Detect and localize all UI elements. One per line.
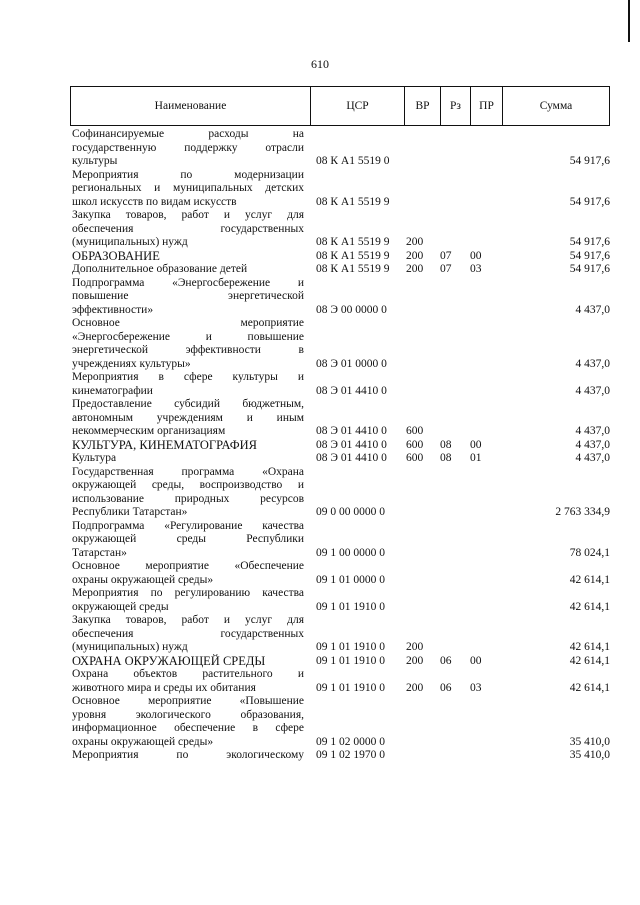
row-name-line: Предоставление субсидий бюджетным, <box>72 398 304 410</box>
header-pr: ПР <box>471 87 503 125</box>
row-name-line: Закупка товаров, работ и услуг для <box>72 209 304 221</box>
row-sum: 54 917,6 <box>569 195 610 208</box>
table-row <box>72 655 610 669</box>
row-csr: 09 1 00 0000 0 <box>316 546 385 559</box>
row-vr: 200 <box>406 263 424 275</box>
row-sum: 78 024,1 <box>569 546 610 559</box>
row-sum: 4 437,0 <box>575 452 610 464</box>
row-vr: 600 <box>406 425 424 437</box>
row-name-line: использование природных ресурсов <box>72 492 304 505</box>
row-csr: 08 К А1 5519 9 <box>316 263 390 275</box>
row-name-line: Мероприятия по экологическому <box>72 749 304 761</box>
row-rz: 08 <box>440 438 452 451</box>
row-csr: 08 Э 01 4410 0 <box>316 452 387 464</box>
row-vr: 200 <box>406 641 424 653</box>
row-name-line: (муниципальных) нужд <box>72 641 188 653</box>
row-vr: 600 <box>406 438 424 451</box>
row-name-line: Основное мероприятие «Обеспечение <box>72 560 304 572</box>
row-name <box>72 749 304 763</box>
row-name-line: животного мира и среды их обитания <box>72 681 256 694</box>
table-row <box>72 466 610 520</box>
row-name-line: энергетической эффективности в <box>72 344 304 356</box>
row-name-line: Дополнительное образование детей <box>72 263 248 275</box>
header-name: Наименование <box>71 87 311 125</box>
row-sum: 35 410,0 <box>569 735 610 748</box>
row-sum: 35 410,0 <box>569 749 610 761</box>
row-csr: 08 К А1 5519 9 <box>316 249 390 262</box>
row-sum: 4 437,0 <box>575 425 610 437</box>
row-name <box>72 560 304 587</box>
row-sum: 54 917,6 <box>569 155 610 167</box>
row-name-line: Софинансируемые расходы на <box>72 128 304 140</box>
table-row <box>72 169 610 210</box>
row-name-line: Закупка товаров, работ и услуг для <box>72 614 304 626</box>
row-name-line: Государственная программа «Охрана <box>72 465 304 478</box>
row-name-line: окружающей среды Республики <box>72 533 304 545</box>
table-row <box>72 371 610 398</box>
row-name <box>72 655 304 669</box>
table-row <box>72 695 610 749</box>
row-sum: 4 437,0 <box>575 303 610 316</box>
row-name-line: Мероприятия по регулированию качества <box>72 587 304 599</box>
row-name-line: ОБРАЗОВАНИЕ <box>72 248 160 263</box>
row-name-line: окружающей среды <box>72 600 169 613</box>
table-row <box>72 452 610 466</box>
row-name <box>72 614 304 655</box>
row-name-line: государственную поддержку отрасли <box>72 141 304 154</box>
row-sum: 4 437,0 <box>575 384 610 397</box>
row-csr: 09 1 02 1970 0 <box>316 749 385 761</box>
header-vr: ВР <box>405 87 441 125</box>
table-row <box>72 317 610 371</box>
row-name-line: Основное мероприятие «Повышение <box>72 695 304 707</box>
row-csr: 09 1 01 0000 0 <box>316 573 385 586</box>
row-csr: 09 1 01 1910 0 <box>316 600 385 613</box>
row-name <box>72 277 304 318</box>
row-name-line: «Энергосбережение и повышение <box>72 330 304 343</box>
row-csr: 08 Э 01 4410 0 <box>316 438 387 451</box>
row-name-line: уровня экологического образования, <box>72 708 304 721</box>
header-csr: ЦСР <box>311 87 405 125</box>
table-row <box>72 749 610 763</box>
row-sum: 4 437,0 <box>575 357 610 370</box>
row-name-line: культуры <box>72 155 118 167</box>
row-vr: 200 <box>406 236 424 248</box>
row-rz: 06 <box>440 681 452 694</box>
row-name <box>72 466 304 520</box>
row-name-line: Охрана объектов растительного и <box>72 668 304 680</box>
row-name <box>72 439 304 453</box>
row-csr: 08 Э 01 0000 0 <box>316 357 387 370</box>
row-name-line: Мероприятия в сфере культуры и <box>72 371 304 383</box>
row-name <box>72 263 304 277</box>
row-csr: 08 К А1 5519 9 <box>316 236 390 248</box>
row-sum: 42 614,1 <box>569 600 610 613</box>
row-pr: 00 <box>470 654 482 667</box>
row-name-line: школ искусств по видам искусств <box>72 195 237 208</box>
row-pr: 03 <box>470 681 482 694</box>
row-name-line: кинематографии <box>72 384 153 397</box>
row-name-line: обеспечения государственных <box>72 222 304 235</box>
row-name-line: некоммерческим организациям <box>72 425 226 437</box>
row-name-line: Республики Татарстан» <box>72 506 188 518</box>
row-name <box>72 250 304 264</box>
row-name-line: окружающей среды, воспроизводство и <box>72 479 304 491</box>
row-sum: 54 917,6 <box>569 249 610 262</box>
row-rz: 06 <box>440 654 452 667</box>
row-name <box>72 587 304 614</box>
row-name <box>72 209 304 250</box>
table-row <box>72 520 610 561</box>
row-name-line: информационное обеспечение в сфере <box>72 722 304 734</box>
row-sum: 54 917,6 <box>569 236 610 248</box>
row-rz: 08 <box>440 452 452 464</box>
row-csr: 08 Э 00 0000 0 <box>316 303 387 316</box>
row-name <box>72 371 304 398</box>
row-vr: 200 <box>406 654 424 667</box>
row-name-line: учреждениях культуры» <box>72 357 191 370</box>
row-name-line: автономным учреждениям и иным <box>72 411 304 424</box>
row-name <box>72 128 304 169</box>
budget-table-body <box>72 128 610 763</box>
row-name <box>72 695 304 749</box>
row-name-line: Основное мероприятие <box>72 317 304 329</box>
row-vr: 600 <box>406 452 424 464</box>
row-name <box>72 668 304 695</box>
header-rz: Рз <box>441 87 471 125</box>
row-sum: 42 614,1 <box>569 681 610 694</box>
row-pr: 00 <box>470 249 482 262</box>
table-row <box>72 560 610 587</box>
row-pr: 03 <box>470 263 482 275</box>
row-name-line: КУЛЬТУРА, КИНЕМАТОГРАФИЯ <box>72 437 257 452</box>
row-name <box>72 317 304 371</box>
row-vr: 200 <box>406 681 424 694</box>
row-name-line: Татарстан» <box>72 546 127 559</box>
row-name-line: ОХРАНА ОКРУЖАЮЩЕЙ СРЕДЫ <box>72 653 266 668</box>
row-name <box>72 398 304 439</box>
page-edge-line <box>628 0 630 42</box>
row-sum: 4 437,0 <box>575 438 610 451</box>
row-sum: 2 763 334,9 <box>555 506 610 518</box>
table-row <box>72 668 610 695</box>
row-csr: 09 0 00 0000 0 <box>316 506 385 518</box>
table-row <box>72 209 610 250</box>
row-csr: 09 1 01 1910 0 <box>316 654 385 667</box>
row-sum: 42 614,1 <box>569 573 610 586</box>
header-sum: Сумма <box>539 100 573 112</box>
row-csr: 08 К А1 5519 0 <box>316 155 390 167</box>
row-vr: 200 <box>406 249 424 262</box>
table-row <box>72 398 610 439</box>
row-csr: 09 1 01 1910 0 <box>316 681 385 694</box>
row-name <box>72 520 304 561</box>
row-csr: 08 Э 01 4410 0 <box>316 384 387 397</box>
row-name-line: обеспечения государственных <box>72 627 304 640</box>
row-csr: 08 Э 01 4410 0 <box>316 425 387 437</box>
page-number: 610 <box>311 57 329 71</box>
row-pr: 00 <box>470 438 482 451</box>
row-name-line: охраны окружающей среды» <box>72 573 214 586</box>
row-pr: 01 <box>470 452 482 464</box>
row-name-line: охраны окружающей среды» <box>72 735 214 748</box>
row-name <box>72 169 304 210</box>
row-sum: 54 917,6 <box>569 263 610 275</box>
row-name-line: Подпрограмма «Энергосбережение и <box>72 276 304 289</box>
row-name-line: Культура <box>72 452 117 464</box>
row-csr: 09 1 02 0000 0 <box>316 735 385 748</box>
table-row <box>72 128 610 169</box>
row-name-line: Мероприятия по модернизации <box>72 168 304 181</box>
row-csr: 08 К А1 5519 9 <box>316 195 390 208</box>
row-name-line: Подпрограмма «Регулирование качества <box>72 519 304 532</box>
row-name-line: эффективности» <box>72 303 154 316</box>
row-sum: 42 614,1 <box>569 654 610 667</box>
table-row <box>72 439 610 453</box>
row-rz: 07 <box>440 249 452 262</box>
row-name-line: (муниципальных) нужд <box>72 236 188 248</box>
table-row <box>72 263 610 277</box>
row-name <box>72 452 304 466</box>
row-sum: 42 614,1 <box>569 641 610 653</box>
row-rz: 07 <box>440 263 452 275</box>
table-row <box>72 587 610 614</box>
table-header <box>70 86 610 126</box>
table-row <box>72 277 610 318</box>
row-name-line: повышение энергетической <box>72 290 304 302</box>
row-name-line: региональных и муниципальных детских <box>72 182 304 194</box>
table-row <box>72 614 610 655</box>
table-row <box>72 250 610 264</box>
row-csr: 09 1 01 1910 0 <box>316 641 385 653</box>
